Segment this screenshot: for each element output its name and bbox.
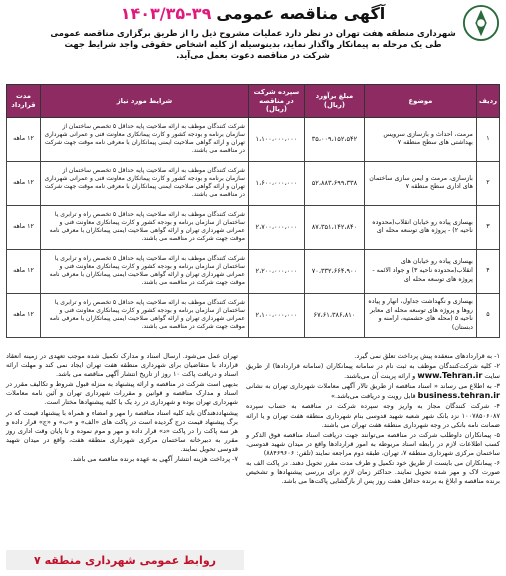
note-continuation: تهران عمل می‌شود. ارسال اسناد و مدارک تکمیل شده موجب تعهدی در زمینه انعقاد قرارداد با متقاضیان برای شهرداری منطقه هفت تهران ایجاد نمی کند و مهلت ارائه اسناد و دریافت پاکت ۱۰ روز از تاریخ انتشار آگهی مناقصه می باشد. (6, 352, 238, 379)
note-3-text-end: قابل رویت و دریافت می‌باشد.» (330, 392, 416, 401)
notes-right-column (246, 352, 500, 487)
header-subject: موضوع (364, 85, 476, 118)
note-7: ۷- پرداخت هزینه انتشار آگهی به عهده برنده مناقصه می باشد. (70, 455, 238, 464)
note-2-text: ۲- کلیه شرکت‌کنندگان موظف به ثبت نام در سامانه پیمانکاران (سامانه قراردادها) از طریق سایت (246, 362, 500, 381)
cell-conditions: شرکت کنندگان موظف به ارائه صلاحیت پایه حداقل ۵ تخصص راه و ترابری یا ساختمان از سازمان برنامه و بودجه کشور و کارت پیمانکاری معاونت فنی و عمرانی شهرداری تهران و ارائه گواهی صلاحیت ایمنی پیمانکاران با معرفی نامه موقت جهت شرکت در مناقصه می باشند. (41, 205, 249, 249)
cell-duration: ۱۲ ماهه (7, 249, 41, 293)
cell-row: ۳ (476, 205, 499, 249)
intro-paragraph (50, 28, 456, 61)
intro-line-2: طی یک مرحله به پیمانکار واگذار نماید، بدینوسیله از کلیه اشخاص حقوقی واجد شرایط جهت شرکت در مناقصه دعوت بعمل می‌آید. (64, 39, 442, 60)
cell-row: ۴ (476, 249, 499, 293)
cell-conditions: شرکت کنندگان موظف به ارائه صلاحیت پایه حداقل ۵ تخصص راه و ترابری یا ساختمان از سازمان برنامه و بودجه کشور و کارت پیمانکاری معاونت فنی و عمرانی شهرداری تهران و ارائه گواهی صلاحیت ایمنی پیمانکاران با معرفی نامه موقت جهت شرکت در مناقصه می باشند. (41, 293, 249, 337)
table-row (7, 205, 500, 249)
cell-deposit: ۱،۶۰۰،۰۰۰،۰۰۰ (248, 161, 304, 205)
header-estimate: مبلغ برآورد (ریال) (304, 85, 364, 118)
notes-left-column (6, 352, 238, 465)
note-2 (246, 362, 500, 381)
cell-estimate: ۳۵،۰۰۹،۱۵۲،۵۴۲ (304, 117, 364, 161)
table-row (7, 293, 500, 337)
notice-number: ۱۴۰۳/۳۵-۳۹ (120, 4, 212, 23)
notes-section (6, 352, 500, 548)
cell-duration: ۱۲ ماهه (7, 161, 41, 205)
cell-row: ۵ (476, 293, 499, 337)
cell-subject: بهسازی پیاده رو خیابان های انقلاب(محدوده ناحیه ۳) و جواد الائمه - پروژه های توسعه محله ای (364, 249, 476, 293)
municipality-emblem-icon (462, 4, 500, 42)
notice-title (48, 4, 458, 23)
cell-duration: ۱۲ ماهه (7, 117, 41, 161)
business-site-link[interactable]: business.tehran.ir (417, 391, 500, 401)
cell-subject: بازسازی، مرمت و ایمن سازی ساختمان های اداری سطح منطقه ۷ (364, 161, 476, 205)
table-row (7, 161, 500, 205)
title-text: آگهی مناقصه عمومی (216, 4, 386, 23)
cell-duration: ۱۲ ماهه (7, 205, 41, 249)
table-header-row (7, 85, 500, 118)
header-row-number: ردیف (476, 85, 499, 118)
tenders-table (6, 84, 500, 338)
note-6: ۶- پیمانکاران می بایست از طریق خود تکمیل و ظرف مدت مقرر تحویل دهند. در پاکت الف به صورت لاک و مهر شده تحویل نمایند. حداکثر زمان لازم برای بررسی پیشنهادها و تشخیص برنده مناقصه و ابلاغ به برنده حداقل هفت روز پس از بازگشایی پاکت‌ها می باشد. (246, 459, 500, 486)
cell-deposit: ۲،۱۰۰،۰۰۰،۰۰۰ (248, 293, 304, 337)
table-row (7, 249, 500, 293)
note-1: ۱- به قراردادهای منعقده پیش پرداخت تعلق نمی گیرد. (354, 352, 500, 360)
footer-banner (6, 550, 244, 570)
cell-deposit: ۲،۷۰۰،۰۰۰،۰۰۰ (248, 205, 304, 249)
intro-line-1: شهرداری منطقه هفت تهران در نظر دارد عملیات مشروح ذیل را از طریق برگزاری مناقصه عمومی (50, 28, 456, 38)
cell-subject: بهسازی پیاده رو خیابان انقلاب(محدوده ناحیه ۲) - پروژه های توسعه محله ای (364, 205, 476, 249)
cell-conditions: شرکت کنندگان موظف به ارائه صلاحیت پایه حداقل ۵ تخصص راه و ترابری یا ساختمان از سازمان برنامه و بودجه کشور و کارت پیمانکاری معاونت فنی و عمرانی شهرداری تهران و ارائه گواهی صلاحیت ایمنی پیمانکاران با معرفی نامه موقت جهت شرکت در مناقصه می باشند. (41, 249, 249, 293)
footer-text: روابط عمومی شهرداری منطقه ۷ (34, 553, 216, 567)
note-2-text-end: و ارائه پرینت آن می‌باشند. (344, 372, 416, 381)
cell-row: ۱ (476, 117, 499, 161)
cell-subject: بهسازی و نگهداشت جداول، انهار و پیاده روها و پروژه های توسعه محله ای معابر ناحیه ۵ (محله های حشمتیه، ارامنه و دبستان) (364, 293, 476, 337)
note-terms: بدیهی است شرکت در مناقصه و ارائه پیشنهاد به منزله قبول شروط و تکالیف مقرر در اسناد و مدارک مناقصه و قوانین و مقررات شهرداری تهران و آئین نامه معاملات شهرداری تهران بوده و شهرداری در رد یک یا کلیه پیشنهادها مختار است. (6, 380, 238, 407)
note-4: ۴- شرکت کنندگان مجاز به واریز وجه سپرده شرکت در مناقصه به حساب سپرده ۱۰۰۷۸۵۰۶۰۸۷ نزد بانک شهر شعبه شهید قدوسی بنام شهرداری منطقه هفت تهران و یا ارائه ضمانت نامه بانکی در وجه شهرداری منطقه هفت تهران می باشند. (246, 402, 500, 429)
cell-conditions: شرکت کنندگان موظف به ارائه صلاحیت پایه حداقل ۵ تخصص ساختمان از سازمان برنامه و بودجه کشور و کارت پیمانکاری معاونت فنی و عمرانی شهرداری تهران و ارائه گواهی صلاحیت ایمنی پیمانکاران با معرفی نامه موقت جهت شرکت در مناقصه می باشند. (41, 161, 249, 205)
cell-conditions: شرکت کنندگان موظف به ارائه صلاحیت پایه حداقل ۵ تخصص ساختمان از سازمان برنامه و بودجه کشور و کارت پیمانکاری معاونت فنی و عمرانی شهرداری تهران و ارائه گواهی صلاحیت ایمنی پیمانکاران با معرفی نامه موقت جهت شرکت در مناقصه می باشند. (41, 117, 249, 161)
cell-row: ۲ (476, 161, 499, 205)
cell-estimate: ۸۷،۳۵۱،۱۴۲،۸۴۰ (304, 205, 364, 249)
note-3-text: ۳- به اطلاع می رساند « اسناد مناقصه از طریق تالار آگهی معاملات شهرداری تهران به نشانی (246, 382, 500, 391)
header-conditions: شرایط مورد نیاز (41, 85, 249, 118)
note-envelopes: پیشنهاددهندگان باید کلیه اسناد مناقصه را مهر و امضاء و همراه با پیشنهاد قیمت که در برگ پیشنهاد قیمت درج گردیده است در پاکت های «الف» و «ب» و «ج» قرار داده و هر سه پاکت را در پاکت «د» قرار داده و مهر و موم نموده و تا پایان وقت اداری روز مقرر به دبیرخانه ساختمان مرکزی شهرداری منطقه هفت، واقع در میدان شهید قدوسی تحویل نمایند. (6, 408, 238, 453)
cell-estimate: ۵۲،۸۸۳،۶۹۹،۳۳۸ (304, 161, 364, 205)
cell-deposit: ۲،۲۰۰،۰۰۰،۰۰۰ (248, 249, 304, 293)
cell-deposit: ۱،۱۰۰،۰۰۰،۰۰۰ (248, 117, 304, 161)
header-duration: مدت قرارداد (7, 85, 41, 118)
header-deposit: سپرده شرکت در مناقصه (ریال) (248, 85, 304, 118)
cell-estimate: ۶۷،۶۱،۳۸۶،۸۱۰ (304, 293, 364, 337)
table-row (7, 117, 500, 161)
note-5: ۵- پیمانکاران داوطلب شرکت در مناقصه می‌توانند جهت دریافت اسناد مناقصه فوق الذکر و کسب اطلاعات لازم در رابطه اسناد مربوطه به امور قراردادها واقع در میدان شهید قدوسی، ساختمان مرکزی شهرداری منطقه ۷، تهران، طبقه دوم مراجعه نمایند (تلفن: ۸۸۴۶۹۶۰۶) (246, 430, 500, 457)
tehran-site-link[interactable]: www.Tehran.ir (417, 371, 483, 381)
cell-duration: ۱۲ ماهه (7, 293, 41, 337)
cell-estimate: ۷۰،۳۳۲،۶۶۴،۹۰۰ (304, 249, 364, 293)
note-3 (246, 382, 500, 401)
cell-subject: مرمت، احداث و بازسازی سرویس بهداشتی های سطح منطقه ۷ (364, 117, 476, 161)
